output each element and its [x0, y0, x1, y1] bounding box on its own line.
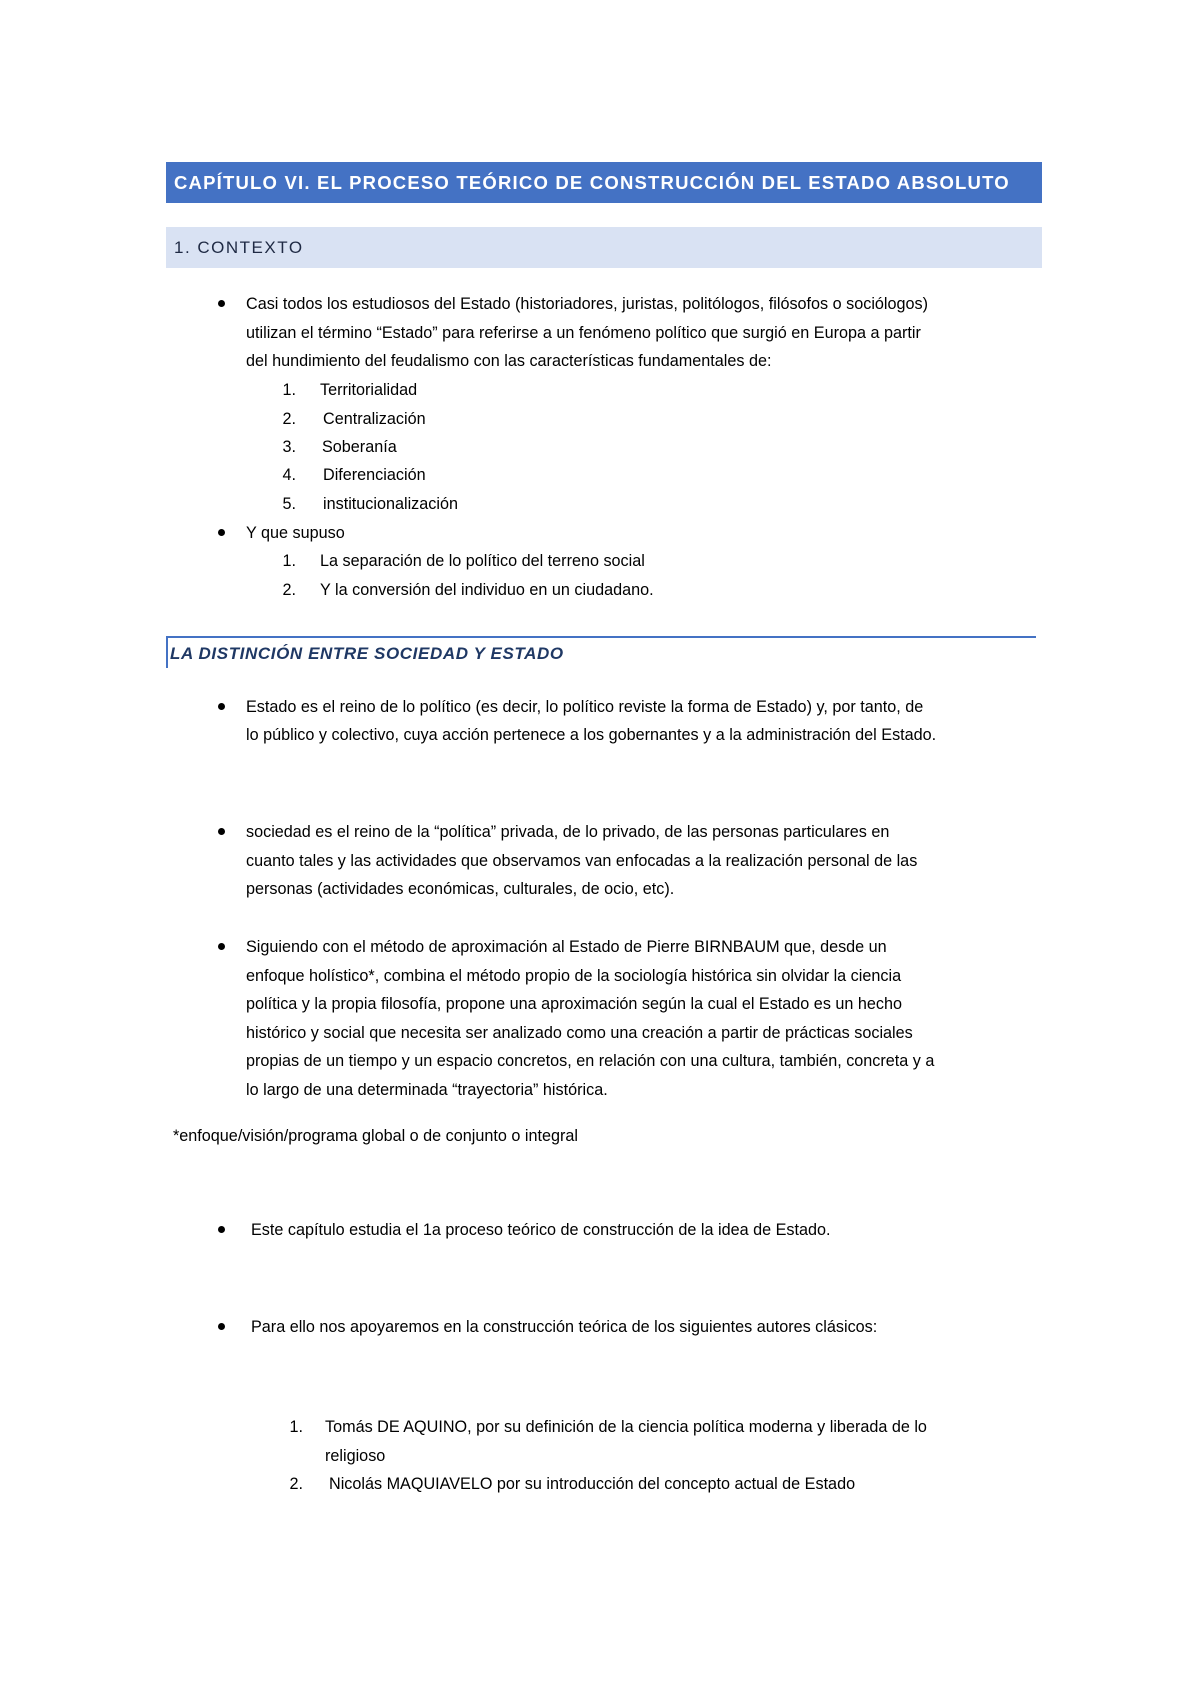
- list-item: Nicolás MAQUIAVELO por su introducción del concepto actual de Estado: [329, 1475, 856, 1493]
- paragraph-line: Este capítulo estudia el 1a proceso teórico de construcción de la idea de Estado.: [251, 1221, 831, 1239]
- list-item: Centralización: [323, 410, 426, 428]
- section-title: 1. CONTEXTO: [166, 227, 1042, 268]
- paragraph-line: lo público y colectivo, cuya acción pertenece a los gobernantes y a la administración del Estado.: [246, 726, 937, 744]
- subheading-rule-left: [166, 636, 168, 668]
- bullet-icon: [218, 703, 225, 710]
- paragraph-line: enfoque holístico*, combina el método propio de la sociología histórica sin olvidar la ciencia: [246, 967, 902, 985]
- bullet-icon: [218, 943, 225, 950]
- list-number: 4.: [282, 466, 296, 484]
- subheading: LA DISTINCIÓN ENTRE SOCIEDAD Y ESTADO: [170, 644, 564, 663]
- bullet-icon: [218, 828, 225, 835]
- list-item: Tomás DE AQUINO, por su definición de la ciencia política moderna y liberada de lo: [325, 1418, 927, 1436]
- list-item: Soberanía: [322, 438, 397, 456]
- list-item: La separación de lo político del terreno social: [320, 552, 645, 570]
- paragraph-line: propias de un tiempo y un espacio concretos, en relación con una cultura, también, concreta y a: [246, 1052, 935, 1070]
- bullet-icon: [218, 1226, 225, 1233]
- list-number: 1.: [289, 1418, 303, 1436]
- paragraph-line: Siguiendo con el método de aproximación al Estado de Pierre BIRNBAUM que, desde un: [246, 938, 887, 956]
- list-item: institucionalización: [323, 495, 458, 513]
- footnote: *enfoque/visión/programa global o de conjunto o integral: [173, 1127, 578, 1145]
- paragraph-line: personas (actividades económicas, culturales, de ocio, etc).: [246, 880, 675, 898]
- list-item: Diferenciación: [323, 466, 426, 484]
- list-item: Territorialidad: [320, 381, 418, 399]
- paragraph-line: Casi todos los estudiosos del Estado (historiadores, juristas, politólogos, filósofos o sociólogos): [246, 295, 929, 313]
- list-number: 2.: [282, 581, 296, 599]
- bullet-icon: [218, 300, 225, 307]
- paragraph-line: utilizan el término “Estado” para referirse a un fenómeno político que surgió en Europa a partir: [246, 324, 921, 342]
- bullet-icon: [218, 1323, 225, 1330]
- paragraph-line: lo largo de una determinada “trayectoria” histórica.: [246, 1081, 608, 1099]
- list-number: 5.: [282, 495, 296, 513]
- paragraph-line: política y la propia filosofía, propone una aproximación según la cual el Estado es un hecho: [246, 995, 903, 1013]
- list-number: 1.: [282, 381, 296, 399]
- paragraph-line: Estado es el reino de lo político (es decir, lo político reviste la forma de Estado) y, por tanto, de: [246, 698, 924, 716]
- list-number: 1.: [282, 552, 296, 570]
- list-number: 2.: [282, 410, 296, 428]
- list-number: 3.: [282, 438, 296, 456]
- paragraph-line: cuanto tales y las actividades que observamos van enfocadas a la realización personal de las: [246, 852, 918, 870]
- subheading-rule: [166, 636, 1036, 638]
- list-item: religioso: [325, 1447, 386, 1465]
- bullet-icon: [218, 529, 225, 536]
- list-item: Y la conversión del individuo en un ciudadano.: [320, 581, 654, 599]
- paragraph-line: Para ello nos apoyaremos en la construcción teórica de los siguientes autores clásicos:: [251, 1318, 878, 1336]
- paragraph-line: del hundimiento del feudalismo con las características fundamentales de:: [246, 352, 772, 370]
- paragraph-line: Y que supuso: [246, 524, 345, 542]
- paragraph-line: histórico y social que necesita ser analizado como una creación a partir de prácticas sociales: [246, 1024, 913, 1042]
- list-number: 2.: [289, 1475, 303, 1493]
- chapter-title: CAPÍTULO VI. EL PROCESO TEÓRICO DE CONSTRUCCIÓN DEL ESTADO ABSOLUTO: [166, 162, 1042, 203]
- paragraph-line: sociedad es el reino de la “política” privada, de lo privado, de las personas particulares en: [246, 823, 890, 841]
